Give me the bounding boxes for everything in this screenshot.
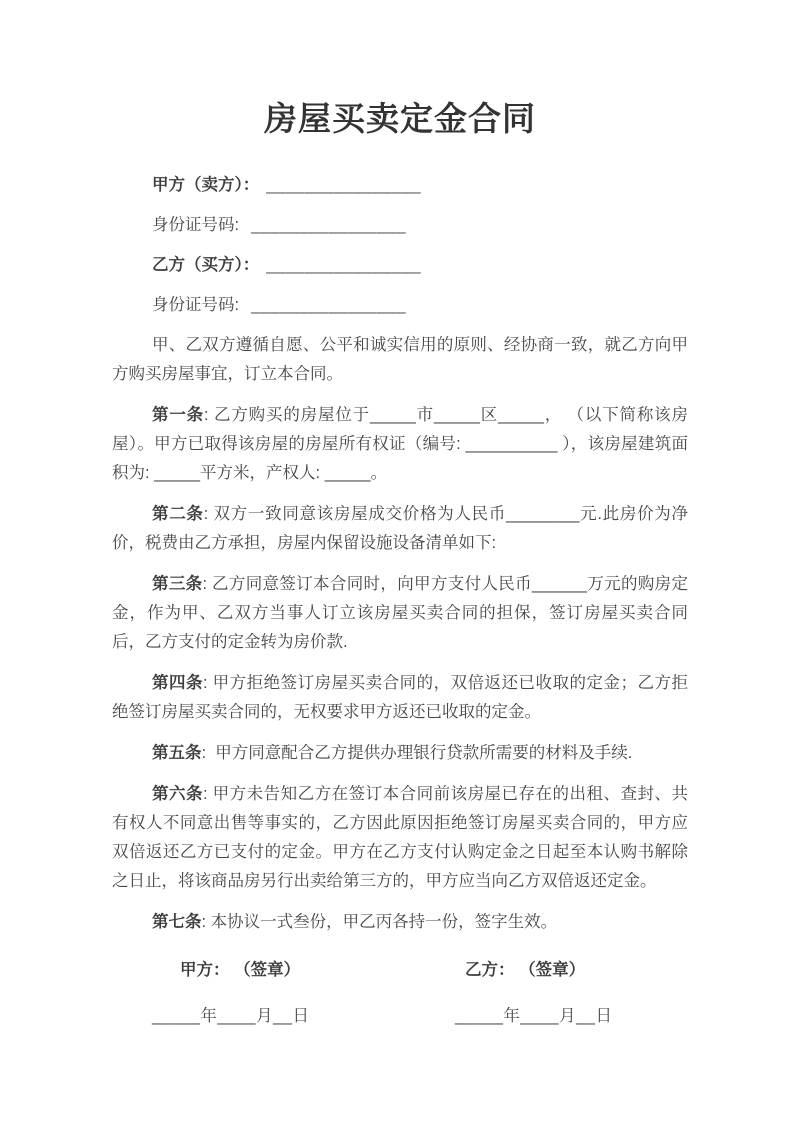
party-b-id-blank-line: ________________ xyxy=(246,295,407,314)
party-b-label: 乙方（买方）： xyxy=(152,255,260,274)
clause-6-text: : 甲方未告知乙方在签订本合同前该房屋已存在的出租、查封、共有权人不同意出售等事实的，乙方因此原因拒绝签订房屋买卖合同的，甲方应双倍返还乙方已支付的定金。甲方在乙方支付认购定金之日起至本认购书解除之日止，将该商品房另行出卖给第三方的，甲方应当向乙方双倍返还定金。 xyxy=(112,784,688,890)
signature-party-b-label: 乙方： （签章） xyxy=(465,960,586,979)
party-a-blank-line: ________________ xyxy=(266,175,422,194)
party-a-id-blank-line: ________________ xyxy=(246,215,407,234)
party-b-row xyxy=(112,251,688,279)
party-a-row xyxy=(112,171,688,199)
party-info-section xyxy=(112,171,688,319)
clause-7 xyxy=(112,908,688,937)
party-b-blank-line: ________________ xyxy=(266,255,422,274)
intro-paragraph: 甲、乙双方遵循自愿、公平和诚实信用的原则、经协商一致，就乙方向甲方购买房屋事宜，订立本合同。 xyxy=(112,335,688,383)
clause-4-label: 第四条 xyxy=(152,673,203,692)
clause-5 xyxy=(112,739,688,768)
clause-2 xyxy=(112,500,688,558)
clause-4-text: : 甲方拒绝签订房屋买卖合同的，双倍返还已收取的定金；乙方拒绝签订房屋买卖合同的，无权要求甲方返还已收取的定金。 xyxy=(112,673,688,721)
clause-1 xyxy=(112,401,688,488)
clause-6-label: 第六条 xyxy=(152,784,203,803)
clause-5-text: : 甲方同意配合乙方提供办理银行贷款所需要的材料及手续. xyxy=(201,743,633,762)
clause-3 xyxy=(112,570,688,657)
signature-party-b-date-line: _____年____月__日 xyxy=(455,1006,613,1025)
signature-party-a-date-line: _____年____月__日 xyxy=(152,1006,310,1025)
clause-6 xyxy=(112,780,688,896)
clause-4 xyxy=(112,669,688,727)
clause-2-label: 第二条 xyxy=(152,504,204,523)
clause-1-text: : 乙方购买的房屋位于_____市_____区_____， （以下简称该房屋）。甲方已取得该房屋的房屋所有权证（编号: __________ ），该房屋建筑面积为: _____平方米，产权人: _____。 xyxy=(112,405,689,482)
document-title: 房屋买卖定金合同 xyxy=(264,100,536,137)
clause-1-label: 第一条 xyxy=(152,405,204,424)
party-a-id-row xyxy=(112,211,688,239)
clause-5-label: 第五条 xyxy=(152,743,202,762)
clause-7-text: : 本协议一式叁份，甲乙丙各持一份，签字生效。 xyxy=(201,912,558,931)
party-a-id-label: 身份证号码: xyxy=(152,215,240,234)
clause-3-label: 第三条 xyxy=(152,574,203,593)
party-b-id-label: 身份证号码: xyxy=(152,295,240,314)
party-a-label: 甲方（卖方）： xyxy=(152,175,260,194)
signature-section xyxy=(112,955,688,1031)
clause-7-label: 第七条 xyxy=(152,912,202,931)
clause-2-text: : 双方一致同意该房屋成交价格为人民币________元.此房价为净价，税费由乙方承担，房屋内保留设施设备清单如下: xyxy=(112,504,688,552)
party-b-id-row xyxy=(112,291,688,319)
signature-party-a-label: 甲方： （签章） xyxy=(180,960,301,979)
clause-3-text: : 乙方同意签订本合同时，向甲方支付人民币______万元的购房定金，作为甲、乙双方当事人订立该房屋买卖合同的担保，签订房屋买卖合同后，乙方支付的定金转为房价款. xyxy=(112,574,688,651)
